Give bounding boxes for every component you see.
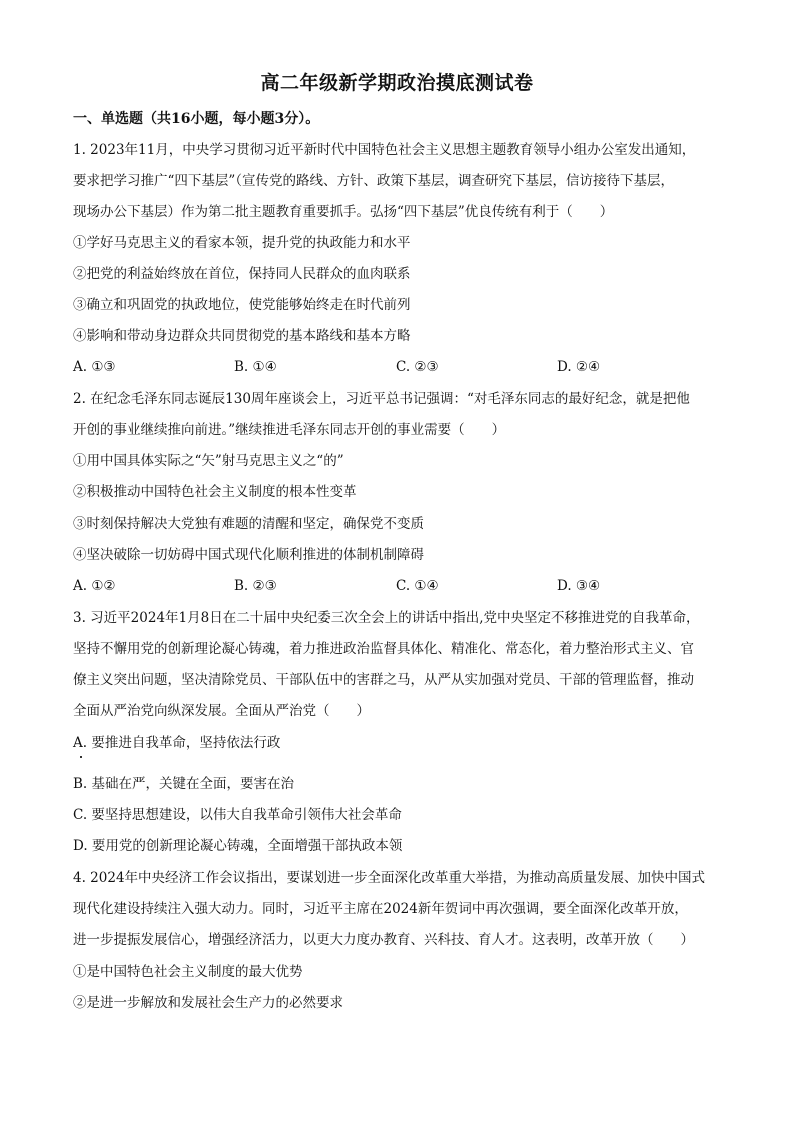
q3-stem-line: 全面从严治党向纵深发展。全面从严治党（ ） bbox=[73, 703, 370, 719]
q1-statement: ④影响和带动身边群众共同贯彻党的基本路线和基本方略 bbox=[73, 328, 411, 344]
q1-option-c[interactable]: C. ②③ bbox=[396, 359, 439, 375]
q1-stem-line: 现场办公下基层）作为第二批主题教育重要抓手。弘扬“四下基层”优良传统有利于（ ） bbox=[73, 204, 614, 220]
q1-stem-line: 要求把学习推广“四下基层”（宣传党的路线、方针、政策下基层，调查研究下基层，信访接待下基层， bbox=[73, 173, 675, 189]
q2-statement: ②积极推动中国特色社会主义制度的根本性变革 bbox=[73, 484, 357, 500]
page-title: 高二年级新学期政治摸底测试卷 bbox=[260, 72, 534, 94]
q1-statement: ②把党的利益始终放在首位，保持同人民群众的血肉联系 bbox=[73, 266, 411, 282]
q3-option-b[interactable]: B. 基础在严，关键在全面，要害在治 bbox=[73, 776, 295, 792]
q3-stem-line: 僚主义突出问题，坚决清除党员、干部队伍中的害群之马，从严从实加强对党员、干部的管理监督，推动 bbox=[73, 672, 694, 688]
q2-option-c[interactable]: C. ①④ bbox=[396, 578, 439, 594]
q2-statement: ④坚决破除一切妨碍中国式现代化顺利推进的体制机制障碍 bbox=[73, 547, 424, 563]
q3-stem-line: 坚持不懈用党的创新理论凝心铸魂，着力推进政治监督具体化、精准化、常态化，着力整治形式主义、官 bbox=[73, 641, 694, 657]
q2-stem-line: 开创的事业继续推向前进。”继续推进毛泽东同志开创的事业需要（ ） bbox=[73, 422, 506, 438]
q2-option-a[interactable]: A. ①② bbox=[73, 578, 116, 594]
q4-statement: ②是进一步解放和发展社会生产力的必然要求 bbox=[73, 995, 343, 1011]
q1-option-d[interactable]: D. ②④ bbox=[557, 359, 601, 375]
q4-stem-line: 进一步提振发展信心，增强经济活力，以更大力度办教育、兴科技、育人才。这表明，改革开放（ ） bbox=[73, 932, 694, 948]
q2-option-b[interactable]: B. ②③ bbox=[234, 578, 277, 594]
q1-statement: ①学好马克思主义的看家本领，提升党的执政能力和水平 bbox=[73, 235, 411, 251]
q3-option-c[interactable]: C. 要坚持思想建设，以伟大自我革命引领伟大社会革命 bbox=[73, 807, 402, 823]
q2-option-d[interactable]: D. ③④ bbox=[557, 578, 601, 594]
q3-stem-line: 3. 习近平2024年1月8日在二十届中央纪委三次全会上的讲话中指出,党中央坚定不移推进党的自我革命， bbox=[73, 610, 700, 626]
q1-statement: ③确立和巩固党的执政地位，使党能够始终走在时代前列 bbox=[73, 297, 411, 313]
q2-stem-line: 2. 在纪念毛泽东同志诞辰130周年座谈会上，习近平总书记强调：“对毛泽东同志的最好纪念，就是把他 bbox=[73, 391, 690, 407]
q4-statement: ①是中国特色社会主义制度的最大优势 bbox=[73, 964, 303, 980]
q1-option-a[interactable]: A. ①③ bbox=[73, 359, 116, 375]
q2-statement: ③时刻保持解决大党独有难题的清醒和坚定，确保党不变质 bbox=[73, 516, 424, 532]
q4-stem-line: 现代化建设持续注入强大动力。同时，习近平主席在2024新年贺词中再次强调，要全面深化改革开放， bbox=[73, 901, 688, 917]
q1-stem-line: 1. 2023年11月，中央学习贯彻习近平新时代中国特色社会主义思想主题教育领导小组办公室发出通知， bbox=[73, 142, 696, 158]
q4-stem-line: 4. 2024年中央经济工作会议指出，要谋划进一步全面深化改革重大举措，为推动高质量发展、加快中国式 bbox=[73, 870, 706, 886]
q2-statement: ①用中国具体实际之“矢”射马克思主义之“的” bbox=[73, 453, 344, 469]
q1-option-b[interactable]: B. ①④ bbox=[234, 359, 277, 375]
q3-option-d[interactable]: D. 要用党的创新理论凝心铸魂，全面增强干部执政本领 bbox=[73, 838, 403, 854]
q3-option-a[interactable]: A. 要推进自我革命，坚持依法行政 bbox=[73, 735, 281, 751]
section-heading: 一、单选题（共16小题，每小题3分）。 bbox=[73, 111, 320, 127]
stray-dot bbox=[80, 756, 82, 758]
